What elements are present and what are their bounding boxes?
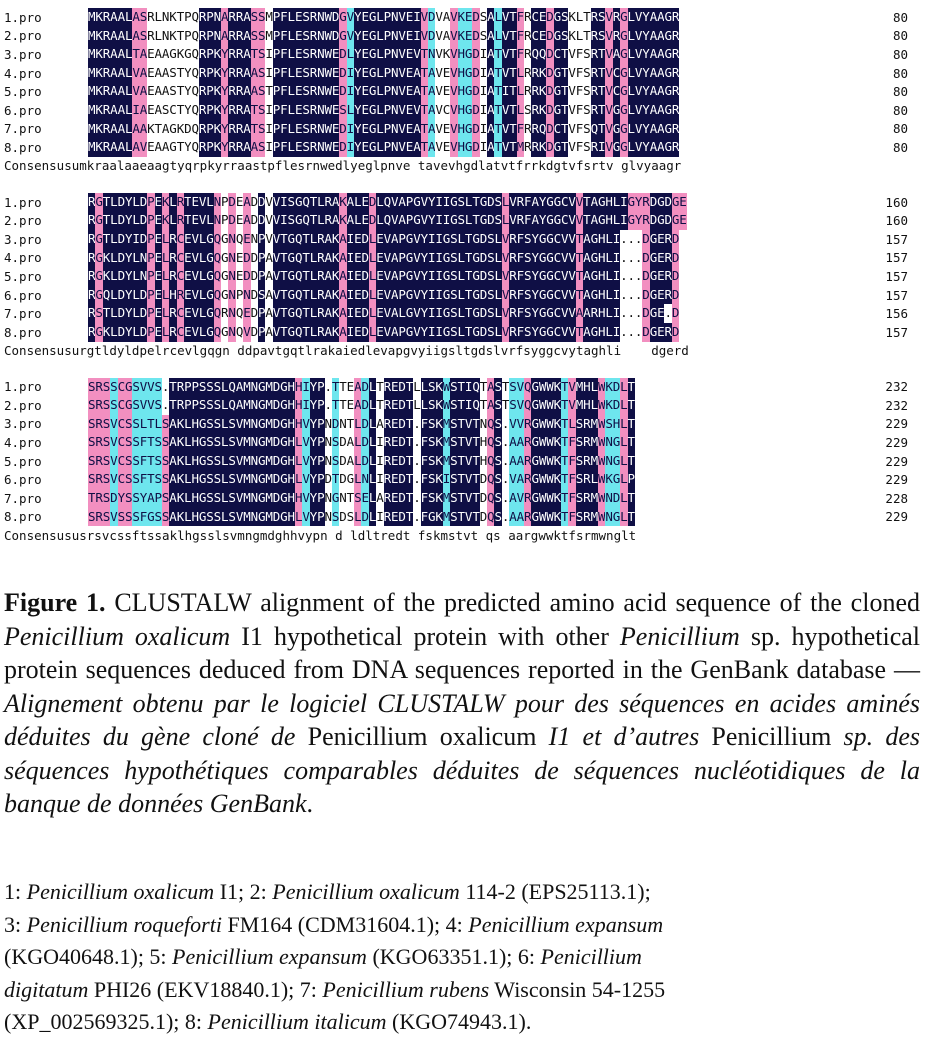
species-legend (4, 876, 920, 1039)
sequence-name: 6.pro (4, 287, 42, 303)
sequence-end-position: 80 (892, 65, 908, 81)
sequence-residues: R G K L D Y L N P E L R C E V L G Q G N E D D P A V T G Q T L R A K A I E D L E V A P G V Y I I G S L T G D S L V R F S Y G G C V V T A G H L I . . . D G E R D (88, 249, 679, 268)
consensus-row (4, 157, 932, 175)
alignment-block (4, 378, 932, 545)
figure-caption (4, 586, 920, 821)
legend-text: PHI26 (EKV18840.1); 7: (88, 976, 323, 1002)
caption-text: sp. hypothetical protein sequences deduced from DNA sequences reported in the GenBank database — (4, 621, 920, 684)
sequence-row (4, 45, 932, 64)
legend-text: Penicillium oxalicum (272, 879, 460, 904)
sequence-end-position: 80 (892, 84, 908, 100)
sequence-end-position: 80 (892, 46, 908, 62)
sequence-row (4, 489, 932, 508)
caption-text: sp. des séquences hypothétiques comparables déduites de séquences nucléotidiques de la banque de données GenBank (4, 722, 920, 818)
legend-text: Wisconsin 54-1255 (489, 976, 666, 1002)
legend-text: 114-2 (EPS25113.1); (459, 879, 651, 904)
sequence-end-position: 229 (885, 472, 908, 488)
sequence-name: 6.pro (4, 102, 42, 118)
sequence-name: 2.pro (4, 28, 42, 44)
sequence-name: 1.pro (4, 9, 42, 25)
legend-text: Penicillium rubens (322, 976, 490, 1002)
sequence-row (4, 64, 932, 83)
sequence-end-position: 232 (885, 379, 908, 395)
legend-text: Penicillium roqueforti (26, 911, 222, 937)
sequence-row (4, 138, 932, 157)
figure-label: Figure 1. (4, 588, 106, 617)
sequence-name: 2.pro (4, 213, 42, 229)
sequence-name: 4.pro (4, 250, 42, 266)
alignment-figure (4, 8, 932, 562)
sequence-residues: S R S S C G S V V S . T R P P S S S L Q A M N G M D G H H I Y P . T T E A D L T R E D T L L S K W S T I Q T A S T S V Q G W W K T V M H L W K D L T (88, 396, 635, 415)
consensus-row (4, 342, 932, 360)
legend-text: 3: (4, 911, 27, 937)
sequence-row (4, 415, 932, 434)
consensus-row (4, 526, 932, 544)
sequence-residues: S R S V C S S F T S S A K L H G S S L S V M N G M D G H L V Y P D T D G L N L I R E D T . F S K I S T V T D Q S . V A R G W W K T F S R L W K G L P (88, 470, 635, 489)
caption-text: I1 et d’autres (536, 722, 712, 751)
sequence-row (4, 286, 932, 305)
sequence-residues: R G T L D Y L D P E K L R T E V L N P D E A D D V V I S G Q T L R A K A L E D L Q V A P G V Y I I G S L T G D S L V R F A Y G G C V V T A G H L I G Y R D G D G E (88, 193, 687, 212)
sequence-row (4, 120, 932, 139)
sequence-row (4, 8, 932, 27)
consensus-label: Consensusurgtldyldpelrcevlgqgn ddpavtgqtlrakaiedlevapgvyiigsltgdslvrfsyggcvytaghli dgerd (4, 343, 689, 358)
alignment-block (4, 8, 932, 175)
sequence-residues: S R S V C S S F T S S A K L H G S S L S V M N G M D G H L V Y P N S D A L D L I R E D T . F S K M S T V T H Q S . A A R G W W K T F S R M W N G L T (88, 433, 635, 452)
legend-text: FM164 (CDM31604.1); 4: (221, 911, 469, 937)
sequence-name: 7.pro (4, 306, 42, 322)
sequence-residues: R S T L D Y L D P E L R C E V L G Q R N Q E D P A V T G Q T L R A K A I E D L E V A L G V Y I I G S L T G D S L V R F S Y G G C V V A A R H L I . . . D G E . D (88, 304, 679, 323)
sequence-row (4, 101, 932, 120)
sequence-name: 2.pro (4, 397, 42, 413)
sequence-name: 7.pro (4, 121, 42, 137)
caption-text: CLUSTALW alignment of the predicted amino acid sequence of the cloned (105, 588, 920, 617)
sequence-row (4, 267, 932, 286)
sequence-end-position: 228 (885, 490, 908, 506)
sequence-residues: R G K L D Y L D P E L R C E V L G Q G N Q V D P A V T G Q T L R A K A I E D L E V A P G V Y I I G S L T G D S L V R F S Y G G C V V T A G H L I . . . D G E R D (88, 323, 679, 342)
sequence-name: 6.pro (4, 472, 42, 488)
legend-text: (KGO74943.1). (386, 1009, 532, 1034)
sequence-end-position: 80 (892, 28, 908, 44)
sequence-row (4, 27, 932, 46)
sequence-end-position: 157 (885, 287, 908, 303)
caption-text: Penicillium oxalicum (307, 722, 537, 751)
sequence-end-position: 80 (892, 102, 908, 118)
sequence-residues: M K R A A L V A E A A S T Y Q R P K Y R R A A S T P F L E S R N W E D I Y E G L P N V E A T A V E V H G D I A T I T L R R K D G T V F S R T V C G L V Y A A G R (88, 82, 679, 101)
sequence-residues: M K R A A L A S R L N K T P Q R P N A R R A S S M P F L E S R N W D G V Y E G L P N V E I V D V A V K E D S A L V T F R C E D G S K L T R S V R G L V Y A A G R (88, 27, 679, 46)
sequence-residues: M K R A A L I A E A S C T Y Q R P K Y R R A T S I P F L E S R N W E S L Y E G L P N V E V T A V C V H G D I A T V T L S R K D G T V F S R T V G G L V Y A A G R (88, 101, 679, 120)
caption-text: Penicillium oxalicum (4, 621, 231, 651)
sequence-name: 1.pro (4, 194, 42, 210)
sequence-name: 8.pro (4, 139, 42, 155)
sequence-end-position: 157 (885, 250, 908, 266)
sequence-residues: T R S D Y S S Y A P S A K L H G S S L S V M N G M D G H H V Y P N G N T S E L A R E D T . F S K M S T V T D Q S . A V R G W W K T F S R M W N D L T (88, 489, 635, 508)
legend-text: Penicillium oxalicum (26, 879, 215, 904)
sequence-name: 8.pro (4, 324, 42, 340)
consensus-label: Consensusumkraalaaeaagtyqrpkyrraastpflesrnwedlyeglpnve tavevhgdlatvtfrrkdgtvfsrtv glvyaagr (4, 158, 682, 174)
legend-text: digitatum (4, 976, 89, 1002)
sequence-row (4, 378, 932, 397)
sequence-end-position: 160 (885, 194, 908, 210)
sequence-row (4, 193, 932, 212)
sequence-residues: M K R A A L A S R L N K T P Q R P N A R R A S S M P F L E S R N W D G V Y E G L P N V E I V D V A V K E D S A L V T F R C E D G S K L T R S V R G L V Y A A G R (88, 8, 679, 27)
sequence-residues: M K R A A L T A E A A G K G Q R P K Y R R A T S I P F L E S R N W E D L Y E G L P N V E V T N V K V H G D I A T V T F R Q Q D C T V F S R T V A G L V Y A A G R (88, 45, 679, 64)
sequence-row (4, 508, 932, 527)
sequence-end-position: 229 (885, 453, 908, 469)
alignment-block (4, 193, 932, 360)
sequence-row (4, 433, 932, 452)
sequence-residues: R G T L D Y L D P E K L R T E V L N P D E A D D V V I S G Q T L R A K A L E D L Q V A P G V Y I I G S L T G D S L V R F A Y G G C V V T A G H L I G Y R D G D G E (88, 211, 687, 230)
sequence-residues: S R S V S S S F G S S A K L H G S S L S V M N G M D G H L V Y P N S D S L D L I R E D T . F G K M S T V T D Q S . A A R G W W K T F S R M W N G L T (88, 508, 635, 527)
sequence-row (4, 323, 932, 342)
sequence-end-position: 157 (885, 324, 908, 340)
legend-text: Penicillium expansum (172, 944, 367, 969)
sequence-row (4, 304, 932, 323)
sequence-residues: M K R A A L V A E A A S T Y Q R P K Y R R A A S I P F L E S R N W E D I Y E G L P N V E A T A V E V H G D I A T V T L R R K D G T V F S R T V C G L V Y A A G R (88, 64, 679, 83)
sequence-residues: S R S S C G S V V S . T R P P S S S L Q A M N G M D G H H I Y P . T T E A D L T R E D T L L S K W S T I Q T A S T S V Q G W W K T V M H L W K D L T (88, 378, 635, 397)
sequence-residues: R G Q L D Y L D P E L H R E V L G Q G N P N D S A V T G Q T L R A K A I E D L E V A P G V Y I I G S L T G D S L V R F S Y G G C V V T A G H L I . . . D G E R D (88, 286, 679, 305)
sequence-end-position: 157 (885, 231, 908, 247)
sequence-residues: M K R A A L A V E A A G T Y Q R P K Y R R A A S I P F L E S R N W E D I Y E G L P N V E A T A V E V H G D I A T V T M R R K D G T V F S R I V G G L V Y A A G R (88, 138, 679, 157)
sequence-name: 7.pro (4, 490, 42, 506)
sequence-name: 5.pro (4, 268, 42, 284)
sequence-row (4, 211, 932, 230)
caption-text: . (306, 789, 314, 818)
sequence-name: 5.pro (4, 453, 42, 469)
sequence-end-position: 160 (885, 213, 908, 229)
legend-text: 1: (4, 879, 27, 904)
sequence-end-position: 80 (892, 139, 908, 155)
caption-text: Penicillium (711, 722, 832, 751)
sequence-name: 4.pro (4, 65, 42, 81)
sequence-name: 3.pro (4, 416, 42, 432)
consensus-label: Consensususrsvcssftssaklhgsslsvmngmdghhvypn d ldltredt fskmstvt qs aargwwktfsrmwnglt (4, 527, 637, 543)
sequence-residues: S R S V C S S F T S S A K L H G S S L S V M N G M D G H L V Y P N S D A L D L I R E D T . F S K M S T V T H Q S . A A R G W W K T F S R M W N G L T (88, 452, 635, 471)
caption-text: I1 hypothetical protein with other (230, 621, 620, 651)
sequence-row (4, 82, 932, 101)
sequence-name: 3.pro (4, 46, 42, 62)
sequence-residues: R G T L D Y I D P E L R C E V L G Q G N Q E N P V V T G Q T L R A K A I E D L E V A P G V Y I I G S L T G D S L V R F S Y G G C V V T A G H L I . . . D G E R D (88, 230, 679, 249)
sequence-end-position: 229 (885, 509, 908, 525)
sequence-residues: R G K L D Y L N P E L R C E V L G Q G N E D D P A V T G Q T L R A K A I E D L E V A P G V Y I I G S L T G D S L V R F S Y G G C V V T A G H L I . . . D G E R D (88, 267, 679, 286)
legend-text: Penicillium italicum (207, 1009, 387, 1034)
sequence-end-position: 156 (885, 306, 908, 322)
sequence-name: 1.pro (4, 379, 42, 395)
sequence-end-position: 80 (892, 121, 908, 137)
legend-text: Penicillium expansum (468, 911, 664, 937)
sequence-row (4, 470, 932, 489)
caption-text: Penicillium (619, 621, 740, 651)
sequence-row (4, 452, 932, 471)
sequence-name: 5.pro (4, 84, 42, 100)
legend-text: (KGO40648.1); 5: (4, 944, 173, 969)
sequence-name: 4.pro (4, 435, 42, 451)
legend-text: I1; 2: (214, 879, 273, 904)
sequence-row (4, 230, 932, 249)
sequence-end-position: 229 (885, 416, 908, 432)
sequence-end-position: 232 (885, 397, 908, 413)
sequence-end-position: 80 (892, 9, 908, 25)
legend-text: (KGO63351.1); 6: (366, 944, 541, 969)
sequence-residues: M K R A A L A A K T A G K D Q R P K Y R R A T S I P F L E S R N W E D I Y E G L P N V E A T A V E V H G D I A T V T F R R Q D C T V F S Q T V G G L V Y A A G R (88, 120, 679, 139)
legend-text: (XP_002569325.1); 8: (4, 1009, 208, 1034)
sequence-name: 3.pro (4, 231, 42, 247)
sequence-end-position: 229 (885, 435, 908, 451)
sequence-end-position: 157 (885, 268, 908, 284)
sequence-residues: S R S V C S S L T L S A K L H G S S L S V M N G M D G H H V Y P N D N T L D L A R E D T . F S K M S T V T N Q S . V V R G W W K T L S R M W S H L T (88, 415, 635, 434)
legend-text: Penicillium (540, 944, 642, 969)
sequence-row (4, 249, 932, 268)
sequence-name: 8.pro (4, 509, 42, 525)
caption-text: Alignement obtenu par le logiciel CLUSTALW pour des séquences en acides aminés déduites du gène cloné de (4, 688, 920, 751)
sequence-row (4, 396, 932, 415)
